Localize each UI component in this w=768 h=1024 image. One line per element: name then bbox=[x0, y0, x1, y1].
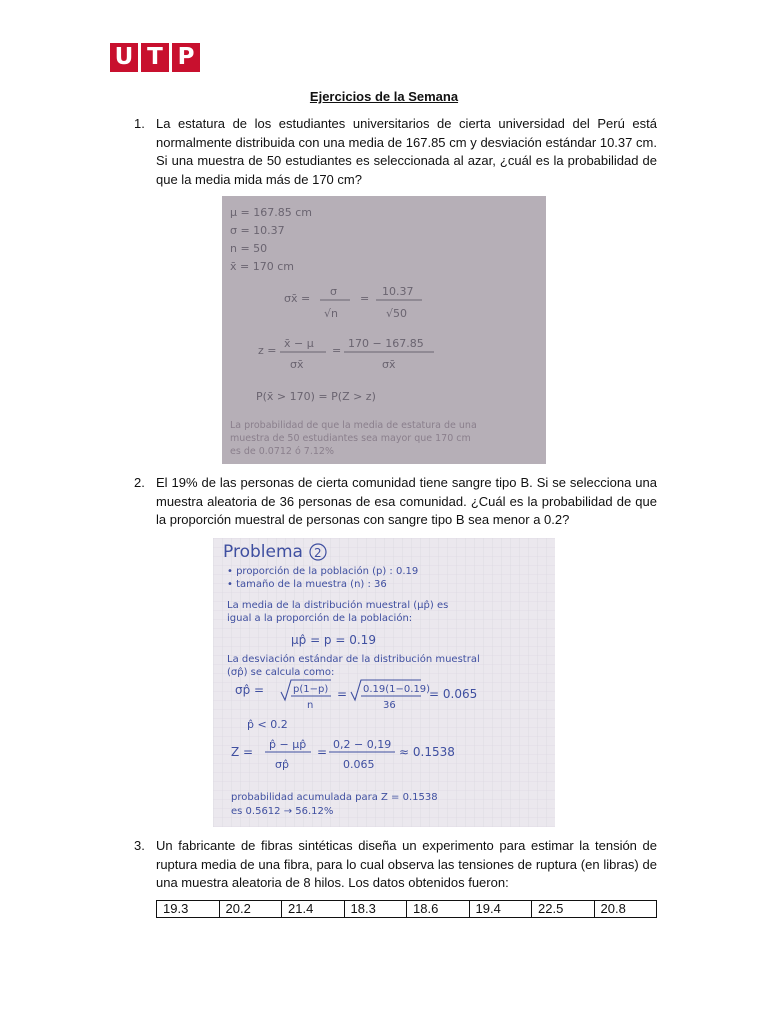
hw-line-8: p̂ < 0.2 bbox=[247, 718, 288, 731]
hw-z-val-den: 0.065 bbox=[343, 758, 375, 771]
table-cell: 20.8 bbox=[594, 901, 657, 918]
hw-sigma-den: n bbox=[307, 700, 314, 711]
page-title: Ejercicios de la Semana bbox=[309, 89, 459, 104]
hw-sigma: σ = 10.37 bbox=[230, 224, 285, 237]
hw-sigma-lhs: σp̂ = bbox=[235, 683, 265, 697]
hw-sigma-xbar-lhs: σx̄ = bbox=[284, 292, 311, 305]
table-cell: 19.4 bbox=[469, 901, 532, 918]
hw-line-4: igual a la proporción de la población: bbox=[227, 613, 413, 624]
exercise-text: Un fabricante de fibras sintéticas diseña un experimento para estimar la tensión de ruptura media de una fibra, para lo cual observa las tensiones de ruptura (en libras) de una muestra aleatoria de 8 hilos. Los datos obtenidos fueron: bbox=[156, 838, 657, 890]
exercise-number: 3. bbox=[134, 838, 145, 853]
hw-sigma-val-den: 36 bbox=[383, 700, 396, 711]
table-cell: 18.6 bbox=[407, 901, 470, 918]
hw-z-num: p̂ − μp̂ bbox=[269, 738, 307, 751]
handwritten-solution-photo-2 bbox=[213, 538, 555, 827]
tension-data-table bbox=[156, 900, 657, 918]
exercise-text: El 19% de las personas de cierta comunidad tiene sangre tipo B. Si se selecciona una muestra aleatoria de 36 personas de esa comunidad. ¿Cuál es la probabilidad de que la proporción muestral de personas con sangre tipo B sea menor a 0.2? bbox=[156, 475, 657, 527]
handwritten-solution-photo-1 bbox=[222, 196, 546, 464]
hw-heading: Problema bbox=[223, 542, 303, 562]
hw-line-1: • proporción de la población (p) : 0.19 bbox=[227, 566, 419, 577]
hw-conclusion-3: es de 0.0712 ó 7.12% bbox=[230, 446, 334, 457]
table-cell: 20.2 bbox=[219, 901, 282, 918]
hw-z-lhs: Z = bbox=[231, 745, 254, 759]
logo-letter-t: T bbox=[141, 43, 169, 72]
table-cell: 21.4 bbox=[282, 901, 345, 918]
hw-mu: μ = 167.85 cm bbox=[230, 206, 312, 219]
exercise-text: La estatura de los estudiantes universitarios de cierta universidad del Perú está normalmente distribuida con una media de 167.85 cm y desviación estándar 10.37 cm. Si una muestra de 50 estudiantes es seleccionada al azar, ¿cuál es la probabilidad de que la media mida más de 170 cm? bbox=[156, 116, 657, 187]
hw-z-val-num: 170 − 167.85 bbox=[348, 337, 424, 350]
hw-line-10: es 0.5612 → 56.12% bbox=[231, 806, 334, 817]
hw-line-6: La desviación estándar de la distribución muestral bbox=[227, 654, 480, 665]
table-row bbox=[157, 901, 657, 918]
table-cell: 18.3 bbox=[344, 901, 407, 918]
hw-conclusion-1: La probabilidad de que la media de estatura de una bbox=[230, 420, 477, 431]
hw-val-den: √50 bbox=[386, 307, 408, 320]
exercise-number: 1. bbox=[134, 116, 145, 131]
hw-z-den: σp̂ bbox=[275, 758, 289, 771]
hw-z-lhs: z = bbox=[258, 344, 277, 357]
logo-letter-u: U bbox=[110, 43, 138, 72]
hw-line-7: (σp̂) se calcula como: bbox=[227, 667, 335, 678]
hw-heading-num: 2 bbox=[314, 546, 322, 560]
hw-line-9: probabilidad acumulada para Z = 0.1538 bbox=[231, 792, 438, 803]
hw-sigma-eq: = bbox=[337, 687, 348, 701]
hw-z-den: σx̄ bbox=[290, 358, 304, 371]
table-cell: 22.5 bbox=[532, 901, 595, 918]
hw-z-eq: = bbox=[317, 745, 328, 759]
exercise-number: 2. bbox=[134, 475, 145, 490]
hw-xbar: x̄ = 170 cm bbox=[230, 260, 294, 273]
hw-n: n = 50 bbox=[230, 242, 268, 255]
exercise-3 bbox=[134, 837, 657, 893]
hw-z-num: x̄ − μ bbox=[284, 337, 314, 350]
svg-text:=: = bbox=[360, 292, 370, 305]
hw-val-num: 10.37 bbox=[382, 285, 414, 298]
hw-sigma-num: p(1−p) bbox=[293, 684, 329, 695]
logo-letter-p: P bbox=[172, 43, 200, 72]
hw-sigma-den: √n bbox=[324, 307, 338, 320]
exercise-1 bbox=[134, 115, 657, 189]
hw-z-val-num: 0,2 − 0,19 bbox=[333, 738, 392, 751]
hw-sigma-val-num: 0.19(1−0.19) bbox=[363, 684, 431, 695]
svg-text:=: = bbox=[332, 344, 342, 357]
hw-line-2: • tamaño de la muestra (n) : 36 bbox=[227, 579, 387, 590]
hw-z-result: ≈ 0.1538 bbox=[399, 745, 455, 759]
hw-conclusion-2: muestra de 50 estudiantes sea mayor que 170 cm bbox=[230, 433, 471, 444]
table-cell: 19.3 bbox=[157, 901, 220, 918]
hw-line-3: La media de la distribución muestral (μp̂) es bbox=[227, 600, 449, 611]
hw-sigma-result: = 0.065 bbox=[429, 687, 478, 701]
hw-line-5: μp̂ = p = 0.19 bbox=[291, 633, 376, 647]
hw-sigma-num: σ bbox=[330, 285, 337, 298]
exercise-2 bbox=[134, 474, 657, 530]
hw-prob: P(x̄ > 170) = P(Z > z) bbox=[256, 390, 376, 403]
utp-logo bbox=[110, 43, 200, 72]
hw-z-val-den: σx̄ bbox=[382, 358, 396, 371]
